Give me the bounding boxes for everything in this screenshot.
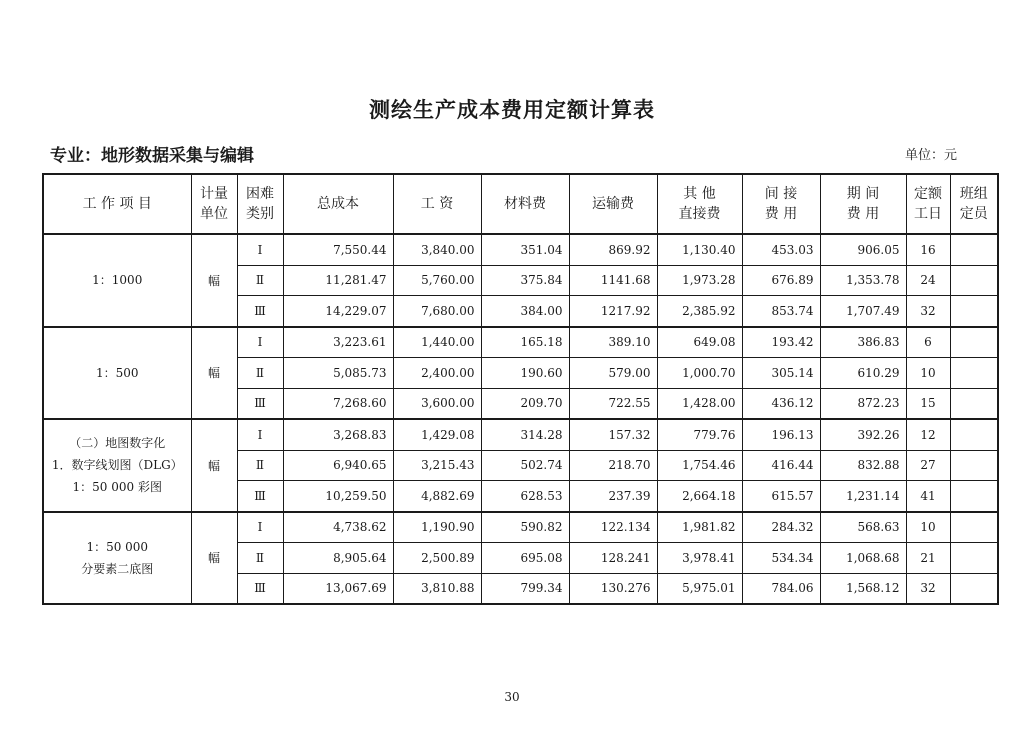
transport-cell: 1217.92 (569, 296, 657, 327)
difficulty-class-cell: Ⅲ (237, 481, 283, 512)
header-transport: 运输费 (569, 174, 657, 234)
transport-cell: 579.00 (569, 358, 657, 389)
page-title: 测绘生产成本费用定额计算表 (369, 97, 655, 122)
work-item-line: 1：1000 (92, 273, 143, 288)
header-unit: 计量 单位 (191, 174, 237, 234)
work-item-line: 1：500 (95, 365, 139, 380)
period-cell: 1,707.49 (820, 296, 906, 327)
crew-cell (950, 450, 998, 481)
header-crew: 班组 定员 (950, 174, 998, 234)
crew-cell (950, 327, 998, 358)
other-direct-cell: 1,428.00 (657, 388, 742, 419)
work-item-line: 1：50 000 (86, 539, 149, 554)
period-cell: 906.05 (820, 234, 906, 265)
work-item-cell (43, 234, 191, 327)
crew-cell (950, 388, 998, 419)
work-item-line: 1．数字线划图（DLG） (51, 458, 183, 473)
material-cell: 590.82 (481, 512, 569, 543)
other-direct-cell: 1,130.40 (657, 234, 742, 265)
table-row (43, 512, 998, 543)
period-cell: 1,353.78 (820, 265, 906, 296)
workdays-cell: 24 (906, 265, 950, 296)
period-cell: 832.88 (820, 450, 906, 481)
workdays-cell: 27 (906, 450, 950, 481)
crew-cell (950, 296, 998, 327)
crew-cell (950, 419, 998, 450)
header-other-direct: 其 他 直接费 (657, 174, 742, 234)
unit-label: 单位：元 (905, 148, 958, 163)
difficulty-class-cell: Ⅰ (237, 234, 283, 265)
work-item-cell (43, 512, 191, 605)
work-item-line: 分要素二底图 (81, 561, 154, 576)
crew-cell (950, 573, 998, 604)
material-cell: 351.04 (481, 234, 569, 265)
period-cell: 1,568.12 (820, 573, 906, 604)
total-cost-cell: 5,085.73 (283, 358, 393, 389)
total-cost-cell: 11,281.47 (283, 265, 393, 296)
transport-cell: 389.10 (569, 327, 657, 358)
period-cell: 872.23 (820, 388, 906, 419)
cost-quota-table (42, 173, 999, 605)
header-material: 材料费 (481, 174, 569, 234)
material-cell: 314.28 (481, 419, 569, 450)
transport-cell: 128.241 (569, 543, 657, 574)
wage-cell: 3,810.88 (393, 573, 481, 604)
material-cell: 165.18 (481, 327, 569, 358)
crew-cell (950, 265, 998, 296)
transport-cell: 1141.68 (569, 265, 657, 296)
other-direct-cell: 779.76 (657, 419, 742, 450)
indirect-cell: 676.89 (742, 265, 820, 296)
table-row (43, 234, 998, 265)
table-row (43, 419, 998, 450)
other-direct-cell: 1,973.28 (657, 265, 742, 296)
difficulty-class-cell: Ⅱ (237, 450, 283, 481)
indirect-cell: 784.06 (742, 573, 820, 604)
crew-cell (950, 481, 998, 512)
material-cell: 628.53 (481, 481, 569, 512)
workdays-cell: 10 (906, 512, 950, 543)
period-cell: 1,068.68 (820, 543, 906, 574)
wage-cell: 3,840.00 (393, 234, 481, 265)
other-direct-cell: 1,981.82 (657, 512, 742, 543)
indirect-cell: 853.74 (742, 296, 820, 327)
material-cell: 190.60 (481, 358, 569, 389)
transport-cell: 122.134 (569, 512, 657, 543)
wage-cell: 5,760.00 (393, 265, 481, 296)
material-cell: 209.70 (481, 388, 569, 419)
workdays-cell: 21 (906, 543, 950, 574)
workdays-cell: 6 (906, 327, 950, 358)
header-workdays: 定额 工日 (906, 174, 950, 234)
other-direct-cell: 5,975.01 (657, 573, 742, 604)
total-cost-cell: 6,940.65 (283, 450, 393, 481)
indirect-cell: 196.13 (742, 419, 820, 450)
workdays-cell: 16 (906, 234, 950, 265)
indirect-cell: 416.44 (742, 450, 820, 481)
header-indirect: 间 接 费 用 (742, 174, 820, 234)
period-cell: 610.29 (820, 358, 906, 389)
work-item-line: 1：50 000 彩图 (72, 480, 162, 495)
total-cost-cell: 4,738.62 (283, 512, 393, 543)
wage-cell: 7,680.00 (393, 296, 481, 327)
material-cell: 799.34 (481, 573, 569, 604)
period-cell: 1,231.14 (820, 481, 906, 512)
indirect-cell: 534.34 (742, 543, 820, 574)
indirect-cell: 453.03 (742, 234, 820, 265)
period-cell: 568.63 (820, 512, 906, 543)
wage-cell: 1,190.90 (393, 512, 481, 543)
workdays-cell: 10 (906, 358, 950, 389)
difficulty-class-cell: Ⅱ (237, 543, 283, 574)
indirect-cell: 615.57 (742, 481, 820, 512)
wage-cell: 1,429.08 (393, 419, 481, 450)
transport-cell: 722.55 (569, 388, 657, 419)
indirect-cell: 193.42 (742, 327, 820, 358)
header-item: 工 作 项 目 (43, 174, 191, 234)
work-item-line: （二）地图数字化 (69, 436, 166, 451)
other-direct-cell: 649.08 (657, 327, 742, 358)
header-period: 期 间 费 用 (820, 174, 906, 234)
workdays-cell: 41 (906, 481, 950, 512)
transport-cell: 869.92 (569, 234, 657, 265)
difficulty-class-cell: Ⅱ (237, 265, 283, 296)
work-item-cell (43, 419, 191, 512)
crew-cell (950, 234, 998, 265)
unit-cell: 幅 (191, 512, 237, 605)
crew-cell (950, 358, 998, 389)
work-item-cell (43, 327, 191, 420)
transport-cell: 130.276 (569, 573, 657, 604)
unit-cell: 幅 (191, 327, 237, 420)
period-cell: 392.26 (820, 419, 906, 450)
indirect-cell: 305.14 (742, 358, 820, 389)
total-cost-cell: 3,268.83 (283, 419, 393, 450)
indirect-cell: 284.32 (742, 512, 820, 543)
other-direct-cell: 1,000.70 (657, 358, 742, 389)
material-cell: 375.84 (481, 265, 569, 296)
total-cost-cell: 10,259.50 (283, 481, 393, 512)
total-cost-cell: 3,223.61 (283, 327, 393, 358)
header-difficulty: 困难 类别 (237, 174, 283, 234)
wage-cell: 1,440.00 (393, 327, 481, 358)
section-subtitle: 专业：地形数据采集与编辑 (50, 146, 254, 166)
other-direct-cell: 2,385.92 (657, 296, 742, 327)
workdays-cell: 12 (906, 419, 950, 450)
transport-cell: 157.32 (569, 419, 657, 450)
wage-cell: 3,600.00 (393, 388, 481, 419)
wage-cell: 3,215.43 (393, 450, 481, 481)
wage-cell: 4,882.69 (393, 481, 481, 512)
difficulty-class-cell: Ⅲ (237, 296, 283, 327)
header-wage: 工 资 (393, 174, 481, 234)
unit-cell: 幅 (191, 419, 237, 512)
total-cost-cell: 8,905.64 (283, 543, 393, 574)
material-cell: 695.08 (481, 543, 569, 574)
table-body (43, 234, 998, 604)
workdays-cell: 32 (906, 296, 950, 327)
material-cell: 502.74 (481, 450, 569, 481)
difficulty-class-cell: Ⅲ (237, 388, 283, 419)
difficulty-class-cell: Ⅲ (237, 573, 283, 604)
total-cost-cell: 13,067.69 (283, 573, 393, 604)
unit-cell: 幅 (191, 234, 237, 327)
difficulty-class-cell: Ⅰ (237, 512, 283, 543)
table-row (43, 327, 998, 358)
wage-cell: 2,400.00 (393, 358, 481, 389)
material-cell: 384.00 (481, 296, 569, 327)
other-direct-cell: 1,754.46 (657, 450, 742, 481)
difficulty-class-cell: Ⅱ (237, 358, 283, 389)
difficulty-class-cell: Ⅰ (237, 327, 283, 358)
difficulty-class-cell: Ⅰ (237, 419, 283, 450)
other-direct-cell: 3,978.41 (657, 543, 742, 574)
workdays-cell: 32 (906, 573, 950, 604)
crew-cell (950, 512, 998, 543)
header-total-cost: 总成本 (283, 174, 393, 234)
table-header-row (43, 174, 998, 234)
page-number: 30 (504, 690, 520, 704)
transport-cell: 237.39 (569, 481, 657, 512)
transport-cell: 218.70 (569, 450, 657, 481)
other-direct-cell: 2,664.18 (657, 481, 742, 512)
total-cost-cell: 7,550.44 (283, 234, 393, 265)
wage-cell: 2,500.89 (393, 543, 481, 574)
period-cell: 386.83 (820, 327, 906, 358)
workdays-cell: 15 (906, 388, 950, 419)
indirect-cell: 436.12 (742, 388, 820, 419)
total-cost-cell: 14,229.07 (283, 296, 393, 327)
crew-cell (950, 543, 998, 574)
total-cost-cell: 7,268.60 (283, 388, 393, 419)
